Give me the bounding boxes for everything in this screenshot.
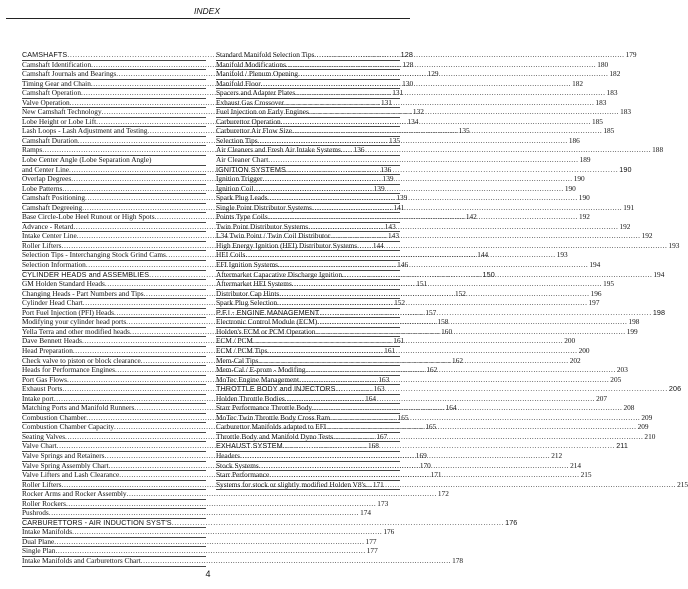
index-entry-title: Distributor Cap Hints (216, 288, 280, 298)
index-entry-title: L34 Twin Point / Twin Coil Distributor (216, 231, 331, 241)
index-entry-page: 209 (641, 412, 653, 422)
index-entry-page: 169 (415, 450, 427, 460)
index-entry-page: 178 (452, 555, 464, 565)
index-entry-page: 190 (564, 183, 576, 193)
index-entry-title: Systems for stock or slightly modified Holden V8's (216, 479, 366, 489)
index-entry-title: Carburettor Manifolds adapted to EFI (216, 422, 327, 432)
index-entry-page: 164 (365, 393, 377, 403)
index-entry-page: 173 (377, 498, 389, 508)
index-entry-page: 188 (652, 145, 664, 155)
leader-dots (261, 80, 571, 89)
index-entry-page: 163 (373, 384, 385, 394)
index-entry-title: Heads for Performance Engines (22, 365, 115, 375)
index-entry-title: CARBURETTORS - AIR INDUCTION SYST'S (22, 517, 172, 527)
index-entry-page: 139 (396, 193, 408, 203)
index-entry-title: Selection Tips - Interchanging Stock Grind Cams (22, 250, 166, 260)
index-entry-title: Air Cleaners and Fresh Air Intake Systems (216, 145, 341, 155)
index-entry-title: Port Fuel Injection (PFI) Heads (22, 307, 115, 317)
index-entry-page: 129 (427, 69, 439, 79)
index-entry-page: 190 (619, 164, 632, 174)
leader-dots (298, 70, 608, 79)
index-entry-page: 144 (372, 240, 384, 250)
index-entry-page: 171 (372, 479, 384, 489)
index-entry-page: 182 (572, 78, 584, 88)
index-entry-title: Overlap Degrees (22, 174, 72, 184)
index-entry-title: MoTec Twin Throttle Body Cross Ram (216, 412, 331, 422)
index-entry-page: 198 (652, 307, 666, 317)
index-entry-page: 135 (389, 135, 400, 145)
page-number: 4 (205, 569, 211, 579)
index-entry-title: Holden Throttle Bodies (216, 393, 285, 403)
leader-dots (342, 271, 652, 280)
index-entry-title: Combustion Chamber (22, 412, 87, 422)
index-entry-page: 206 (668, 384, 682, 394)
index-entry-page: 203 (616, 365, 628, 375)
index-entry-page: 208 (623, 403, 635, 413)
index-entry-title: Selection Tips (216, 135, 258, 145)
index-entry-page: 132 (412, 107, 424, 117)
index-entry-page: 150 (482, 269, 495, 279)
index-entry-title: Camshaft Duration (22, 135, 78, 145)
index-entry-title: Seating Valves (22, 431, 66, 441)
leader-dots (268, 156, 578, 165)
leader-dots (66, 500, 376, 509)
index-entry-page: 161 (384, 345, 396, 355)
index-entry-title: Camshaft Journals and Bearings (22, 69, 117, 79)
index-entry-title: Rocker Arms and Rocker Assembly (22, 489, 127, 499)
index-entry-title: Intake port (22, 393, 54, 403)
index-entry-title: IGNITION SYSTEMS (216, 164, 286, 174)
index-entry-title: Twin Point Distributor Systems (216, 221, 309, 231)
index-entry-title: Pushrods (22, 508, 49, 518)
leader-dots (262, 175, 572, 184)
index-entry-title: Intake Manifolds and Carburettors Chart (22, 555, 141, 565)
leader-dots (299, 376, 609, 385)
index-entry-title: Spacers and Adapter Plates (216, 88, 296, 98)
leader-dots (306, 366, 616, 375)
index-entry-page: 161 (393, 336, 405, 346)
index-entry-page: 177 (366, 546, 378, 556)
index-entry-title: Single Plan (22, 546, 56, 556)
index-entry-page: 212 (551, 450, 563, 460)
leader-dots (267, 347, 577, 356)
index-entry-page: 176 (383, 527, 395, 537)
index-entry-title: Lash Loops - Lash Adjustment and Testing (22, 126, 148, 136)
index-entry-page: 205 (610, 374, 622, 384)
index-entry-page: 192 (578, 212, 590, 222)
leader-dots (341, 146, 651, 155)
index-entry-page: 134 (407, 116, 419, 126)
index-entry-page: 194 (653, 269, 665, 279)
index-entry-title: Valve Operation (22, 97, 70, 107)
index-entry-title: Headers (216, 450, 240, 460)
index-entry-page: 183 (606, 88, 618, 98)
leader-dots (267, 194, 577, 203)
leader-dots (254, 185, 564, 194)
index-entry-page: 192 (619, 221, 631, 231)
index-entry-title: Roller Lifters (22, 240, 62, 250)
index-entry-title: Timing Gear and Chain (22, 78, 91, 88)
index-entry-page: 183 (595, 97, 607, 107)
index-entry-title: Lobe Patterns (22, 183, 63, 193)
index-entry-title: Manifold Floor (216, 78, 261, 88)
index-entry-title: Camshaft Positioning (22, 193, 86, 203)
index-entry-title: Carburettor Air Flow Size (216, 126, 292, 136)
leader-dots (292, 127, 602, 136)
index-entry-page: 185 (591, 116, 603, 126)
index-entry-page: 214 (570, 460, 582, 470)
leader-dots (319, 309, 651, 318)
index-entry-page: 170 (419, 460, 431, 470)
index-entry-title: Modifying your cylinder head ports (22, 317, 127, 327)
index-entry-page: 174 (360, 508, 372, 518)
index-entry-title: New Camshaft Technology (22, 107, 102, 117)
leader-dots (330, 414, 640, 423)
index-entry-title: Camshaft Operation (22, 88, 81, 98)
index-entry-title: CAMSHAFTS (22, 50, 68, 59)
index-entry-page: 143 (384, 221, 396, 231)
index-entry-title: Stock Systems (216, 460, 259, 470)
leader-dots (141, 557, 451, 566)
leader-dots (54, 538, 364, 547)
index-entry-title: Starr Performance Throttle Body (216, 403, 313, 413)
index-entry-page: 157 (425, 307, 437, 317)
index-entry-page: 209 (637, 422, 649, 432)
index-entry-page: 143 (388, 231, 399, 241)
index-entry-page: 182 (609, 69, 621, 79)
index-entry-page: 197 (588, 298, 600, 308)
index-entry-title: Manifold Modifications (216, 59, 286, 69)
index-entry-title: HEI Coils (216, 250, 246, 260)
index-entry-page: 139 (373, 183, 385, 193)
index-entry-page: 210 (644, 431, 656, 441)
index-entry-page: 128 (400, 50, 413, 59)
leader-dots (268, 213, 578, 222)
index-entry-page: 190 (578, 193, 590, 203)
index-entry-title: High Energy Ignition (HEI) Distributor Systems (216, 240, 358, 250)
index-entry-title: Electronic Control Module (ECM) (216, 317, 318, 327)
index-entry-title: Lobe Center Angle (Lobe Separation Angle) (22, 155, 152, 165)
index-entry-title: Yella Terra and other modified heads (22, 326, 130, 336)
index-entry-title: Starr Performance (216, 470, 270, 480)
index-entry-page: 179 (625, 50, 637, 59)
leader-dots (258, 357, 568, 366)
index-entry-page: 180 (597, 59, 609, 69)
index-entry-title: Single Point Distributor Systems (216, 202, 312, 212)
index-entry-page: 171 (430, 470, 442, 480)
index-entry-page: 128 (402, 59, 414, 69)
index-entry-page: 194 (589, 260, 601, 270)
index-entry-page: 196 (590, 288, 602, 298)
index-entry-page: 131 (392, 88, 404, 98)
index-entry-page: 142 (465, 212, 477, 222)
index-entry-page: 176 (505, 517, 518, 527)
index-entry-page: 163 (378, 374, 390, 384)
index-entry-title: Valve Lifters and Lash Clearance (22, 470, 120, 480)
index-entry-page: 162 (426, 365, 438, 375)
leader-dots (330, 232, 640, 241)
index-entry-title: Cylinder Head Chart (22, 298, 83, 308)
leader-dots (283, 442, 615, 451)
leader-dots (259, 462, 569, 471)
leader-dots (269, 471, 579, 480)
index-entry-title: Ignition Trigger (216, 174, 263, 184)
index-entry-page: 186 (568, 135, 580, 145)
leader-dots (253, 337, 563, 346)
index-entry-title: Mem-Cal / E-prom - Modifing (216, 365, 306, 375)
index-entry-title: Carburettor Operation (216, 116, 281, 126)
index-entry-page: 207 (596, 393, 608, 403)
index-entry-page: 146 (397, 260, 409, 270)
index-entry-title: THROTTLE BODY and INJECTORS (216, 384, 336, 394)
index-entry-page: 158 (437, 317, 449, 327)
leader-dots (335, 385, 667, 394)
index-entry (22, 555, 464, 567)
index-entry-title: Valve Spring Assembly Chart (22, 460, 109, 470)
leader-dots (286, 166, 618, 175)
index-entry-page: 139 (382, 174, 394, 184)
index-entry-page: 191 (623, 202, 635, 212)
index-entry-page: 135 (458, 126, 470, 136)
leader-dots (172, 519, 504, 528)
index-entry-title: P.F.I - ENGINE MANAGEMENT (216, 307, 320, 317)
leader-dots (49, 509, 359, 518)
header-title: INDEX (194, 6, 220, 16)
index-entry-page: 183 (620, 107, 632, 117)
leader-dots (285, 395, 595, 404)
index-entry-page: 192 (641, 231, 653, 241)
index-entry-title: EFI Ignition Systems (216, 260, 279, 270)
index-entry-page: 165 (425, 422, 437, 432)
leader-dots (312, 404, 622, 413)
index-entry-title: Camshaft Degreeing (22, 202, 83, 212)
index-entry-title: Standard Manifold Selection Tips (216, 50, 315, 59)
leader-dots (292, 280, 602, 289)
leader-dots (55, 547, 365, 556)
index-entry-title: GM Holden Standard Heads (22, 279, 105, 289)
index-entry-page: 167 (376, 431, 388, 441)
index-entry-title: CYLINDER HEADS and ASSEMBLIES (22, 269, 150, 279)
leader-dots (308, 223, 618, 232)
index-entry-title: Changing Heads - Part Numbers and Tips (22, 288, 144, 298)
index-entry-title: Dave Bennett Heads (22, 336, 82, 346)
index-entry-title: Camshaft Identification (22, 59, 92, 69)
index-entry-title: Port Gas Flows (22, 374, 68, 384)
index-entry-page: 199 (626, 326, 638, 336)
index-entry-title: Exhaust Gas Crossover (216, 97, 285, 107)
index-entry-title: Aftermarket HEI Systems (216, 279, 292, 289)
leader-dots (315, 328, 625, 337)
index-entry-page: 193 (556, 250, 568, 260)
leader-dots (312, 204, 622, 213)
index-entry-page: 162 (452, 355, 463, 365)
index-entry-title: and Center Line (22, 164, 70, 174)
index-entry-title: Intake Center Line (22, 231, 77, 241)
index-entry-title: Selection Information (22, 260, 86, 270)
index-entry-page: 202 (569, 355, 581, 365)
index-entry-page: 151 (416, 279, 428, 289)
leader-dots (281, 118, 591, 127)
index-entry-page: 215 (580, 470, 592, 480)
index-entry-page: 131 (380, 97, 392, 107)
leader-dots (245, 251, 555, 260)
index-entry-page: 195 (603, 279, 615, 289)
index-entry-page: 144 (477, 250, 489, 260)
index-entry-page: 152 (394, 298, 406, 308)
index-entry-title: Valve Springs and Retainers (22, 450, 105, 460)
leader-dots (286, 61, 596, 70)
index-entry-page: 130 (402, 78, 414, 88)
index-entry-page: 168 (367, 441, 379, 451)
index-entry-title: Spark Plug Leads (216, 193, 268, 203)
index-entry-title: Exhaust Ports (22, 384, 63, 394)
index-entry-page: 172 (437, 489, 449, 499)
index-entry-title: Intake Manifolds (22, 527, 73, 537)
index-entry-title: Mem-Cal Tips (216, 355, 259, 365)
index-entry-title: Combustion Chamber Capacity (22, 422, 115, 432)
index-entry-page: 189 (579, 155, 591, 165)
index-entry-page: 215 (677, 479, 688, 489)
index-entry-page: 152 (454, 288, 466, 298)
leader-dots (317, 318, 627, 327)
page-header (6, 6, 410, 19)
leader-dots (240, 452, 550, 461)
index-entry-page: 198 (628, 317, 640, 327)
index-entry-title: ECM / PCM Tips (216, 345, 268, 355)
index-entry-title: Base Circle-Lobe Heel Runout or High Spots (22, 212, 155, 222)
leader-dots (72, 528, 382, 537)
leader-dots (309, 108, 619, 117)
leader-dots (127, 490, 437, 499)
index-entry-title: MoTec Engine Management (216, 374, 299, 384)
leader-dots (277, 299, 587, 308)
leader-dots (366, 481, 676, 490)
leader-dots (295, 89, 605, 98)
leader-dots (278, 261, 588, 270)
index-entry-page: 160 (441, 326, 453, 336)
index-entry-title: Valve Chart (22, 441, 57, 451)
index-entry-page: 190 (573, 174, 585, 184)
index-entry-page: 185 (603, 126, 615, 136)
leader-dots (258, 137, 568, 146)
index-entry-title: Lobe Height or Lobe Lift (22, 116, 97, 126)
leader-dots (284, 99, 594, 108)
index-entry (216, 479, 688, 491)
index-entry-title: Air Cleaner Chart (216, 155, 269, 165)
index-entry-title: Ignition Coil (216, 183, 254, 193)
index-entry-page: 211 (616, 441, 628, 451)
leader-dots (279, 290, 589, 299)
index-entry-title: Throttle Body and Manifold Dyno Tests (216, 431, 334, 441)
index-entry-page: 193 (668, 240, 680, 250)
leader-dots (314, 51, 624, 60)
index-entry-title: Matching Ports and Manifold Runners (22, 403, 135, 413)
index-entry-title: Head Preparation (22, 345, 73, 355)
leader-dots (333, 433, 643, 442)
index-entry-title: Aftermarket Capacative Discharge Ignition (216, 269, 343, 279)
index-entry-title: Points Type Coils (216, 212, 268, 222)
index-entry-page: 164 (445, 403, 457, 413)
index-entry-title: Manifold / Plenum Opening (216, 69, 299, 79)
index-entry-title: Roller Lifters (22, 479, 62, 489)
leader-dots (326, 423, 636, 432)
index-entry-title: EXHAUST SYSTEM (216, 441, 283, 451)
index-entry-title: Dual Plane (22, 536, 55, 546)
index-entry-page: 200 (564, 336, 576, 346)
index-entry-page: 177 (365, 536, 377, 546)
index-entry-page: 165 (397, 412, 409, 422)
index-entry-page: 141 (393, 202, 405, 212)
index-entry-title: Spark Plug Selection (216, 298, 278, 308)
index-entry-title: Holden's ECM or PCM Operation (216, 326, 316, 336)
index-entry-title: Fuel Injection on Early Engines (216, 107, 309, 117)
index-entry-title: ECM / PCM (216, 336, 253, 346)
index-entry-page: 136 (380, 164, 392, 174)
index-entry-title: Ramps (22, 145, 43, 155)
leader-dots (357, 242, 667, 251)
index-entry-page: 136 (353, 145, 365, 155)
index-entry-title: Check valve to piston or block clearance (22, 355, 141, 365)
index-entry-page: 200 (578, 345, 590, 355)
index-entry-title: Roller Rockers (22, 498, 66, 508)
index-entry-title: Advance - Retard (22, 221, 74, 231)
